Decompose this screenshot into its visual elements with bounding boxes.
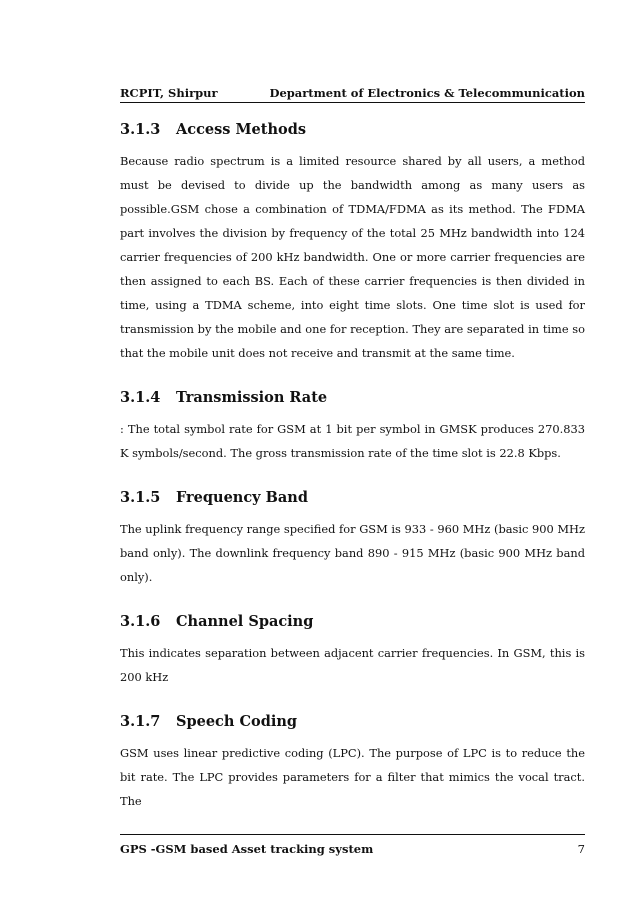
section-number: 3.1.7 xyxy=(120,713,161,730)
section-heading xyxy=(120,488,585,508)
header-rule xyxy=(120,102,585,103)
section-frequency-band xyxy=(120,488,585,589)
footer-rule xyxy=(120,834,585,835)
header-institution: RCPIT, Shirpur xyxy=(120,86,218,100)
section-heading xyxy=(120,388,585,408)
section-paragraph: : The total symbol rate for GSM at 1 bit per symbol in GMSK produces 270.833 K symbols/second. The gross transmission rate of the time slot is 22.8 Kbps. xyxy=(120,422,585,460)
section-title: Speech Coding xyxy=(176,713,298,730)
section-heading xyxy=(120,120,585,140)
section-channel-spacing xyxy=(120,612,585,689)
section-title: Access Methods xyxy=(176,121,306,138)
section-title: Frequency Band xyxy=(176,489,308,506)
document-page xyxy=(120,0,585,903)
footer-title: GPS -GSM based Asset tracking system xyxy=(120,842,374,856)
section-paragraph: The uplink frequency range specified for GSM is 933 - 960 MHz (basic 900 MHz band only). The downlink frequency band 890 - 915 MHz (basic 900 MHz band only). xyxy=(120,522,585,584)
section-number: 3.1.6 xyxy=(120,613,161,630)
header-department: Department of Electronics & Telecommunication xyxy=(269,86,585,100)
section-transmission-rate xyxy=(120,388,585,465)
section-number: 3.1.3 xyxy=(120,121,161,138)
section-number: 3.1.5 xyxy=(120,489,161,506)
page-footer xyxy=(120,840,585,858)
section-paragraph: This indicates separation between adjacent carrier frequencies. In GSM, this is 200 kHz xyxy=(120,646,585,684)
page-header xyxy=(120,82,585,100)
section-speech-coding xyxy=(120,712,585,813)
section-heading xyxy=(120,712,585,732)
section-paragraph: Because radio spectrum is a limited resource shared by all users, a method must be devised to divide up the bandwidth among as many users as possible.GSM chose a combination of TDMA/FDMA as its method. The FDMA part involves the division by frequency of the total 25 MHz bandwidth into 124 carrier frequencies of 200 kHz bandwidth. One or more carrier frequencies are then assigned to each BS. Each of these carrier frequencies is then divided in time, using a TDMA scheme, into eight time slots. One time slot is used for transmission by the mobile and one for reception. They are separated in time so that the mobile unit does not receive and transmit at the same time. xyxy=(120,154,585,360)
page-number: 7 xyxy=(577,842,585,856)
section-access-methods xyxy=(120,120,585,365)
page-content xyxy=(120,120,585,813)
section-heading xyxy=(120,612,585,632)
section-title: Channel Spacing xyxy=(176,613,314,630)
section-title: Transmission Rate xyxy=(176,389,328,406)
section-number: 3.1.4 xyxy=(120,389,161,406)
section-paragraph: GSM uses linear predictive coding (LPC). The purpose of LPC is to reduce the bit rate. The LPC provides parameters for a filter that mimics the vocal tract. The xyxy=(120,746,585,808)
